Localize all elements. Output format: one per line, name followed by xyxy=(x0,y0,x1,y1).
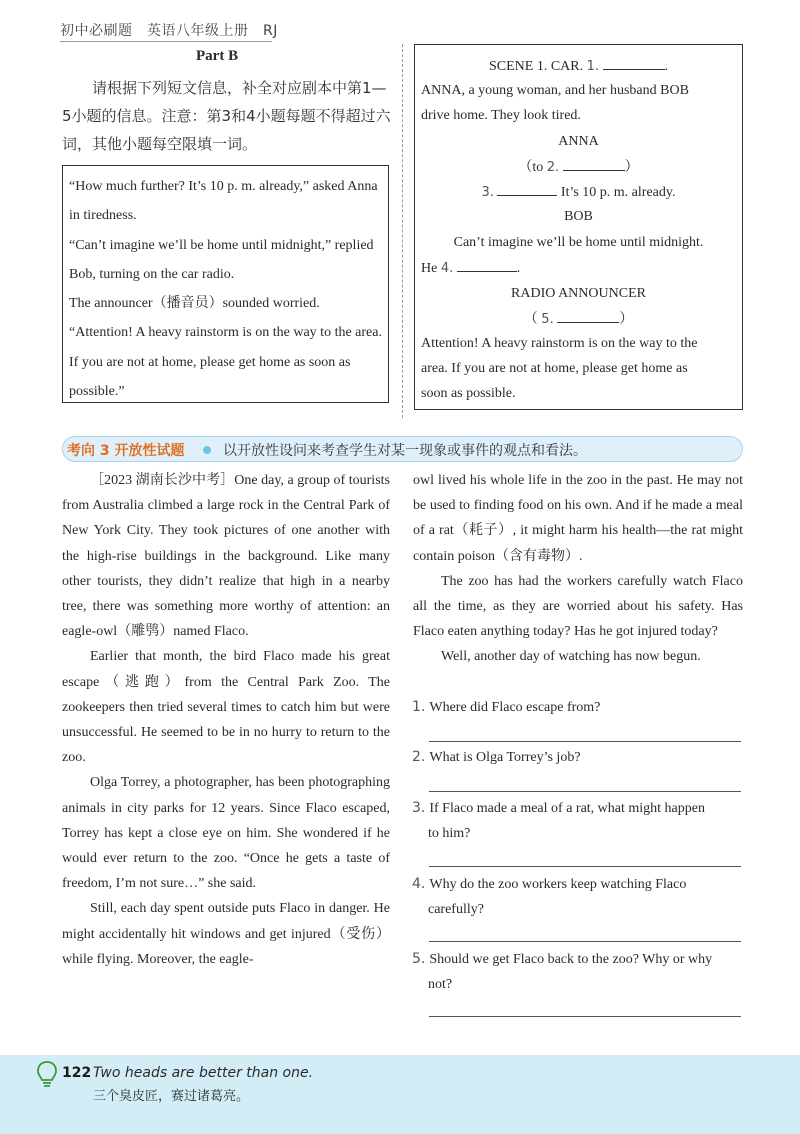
question-text-continued: not? xyxy=(428,977,453,992)
question-number: 5. xyxy=(412,951,426,967)
section-banner xyxy=(62,436,743,462)
open-paren: （ xyxy=(523,312,538,327)
question-3 xyxy=(412,796,744,846)
question-text: Should we get Flaco back to the zoo? Why or why xyxy=(429,952,713,967)
script-line: ANNA, a young woman, and her husband BOB xyxy=(421,83,689,98)
dialogue-text: It’s 10 p. m. already. xyxy=(560,185,676,200)
dialogue-text: He xyxy=(421,261,438,276)
story-line: “Can’t imagine we’ll be home until midnight,” replied Bob, turning on the car radio. xyxy=(69,237,374,282)
part-b-title: Part B xyxy=(196,48,239,64)
passage-paragraph: The zoo has had the workers carefully watch Flaco all the time, as they are worried about his safety. Has Flaco eaten anything today? Has he got injured today? xyxy=(413,573,743,640)
story-box xyxy=(62,165,389,403)
section-description: 以开放性设问来考查学生对某一现象或事件的观点和看法。 xyxy=(223,443,587,459)
bullet-dot-icon xyxy=(203,446,211,454)
speaker-radio: RADIO ANNOUNCER xyxy=(511,286,646,301)
blank-number: 1. xyxy=(586,59,600,74)
anna-line xyxy=(421,179,736,205)
direction-line xyxy=(421,154,736,180)
script-line: soon as possible. xyxy=(421,386,516,401)
part-b-instruction: 请根据下列短文信息，补全对应剧本中第1—5小题的信息。注意：第3和4小题每题不得超过六词，其他小题每空限填一词。 xyxy=(62,79,391,153)
story-line: The announcer（播音员）sounded worried. xyxy=(69,296,320,312)
direction-line xyxy=(421,306,736,332)
script-line: drive home. They look tired. xyxy=(421,108,581,123)
direction-text: （to xyxy=(518,160,544,175)
question-text-continued: to him? xyxy=(428,826,471,841)
close-paren: ） xyxy=(624,160,639,175)
question-text: Why do the zoo workers keep watching Flaco xyxy=(429,877,687,892)
speaker-bob: BOB xyxy=(564,209,593,224)
passage-paragraph: Olga Torrey, a photographer, has been photographing animals in city parks for 12 years. Since Flaco escaped, Torrey has kept a close eye on him. She wondered if he would ever return to the zoo. “Once he gets a taste of freedom, I’m not sure…” she said. xyxy=(62,775,390,892)
running-header: 初中必刷题 英语八年级上册 RJ xyxy=(60,23,278,39)
close-paren: ） xyxy=(619,312,634,327)
answer-line-5[interactable] xyxy=(429,1016,741,1017)
bob-line: Can’t imagine we’ll be home until midnight. xyxy=(453,235,704,250)
answer-blank-3[interactable] xyxy=(497,179,557,196)
question-number: 3. xyxy=(412,800,426,816)
lightbulb-icon xyxy=(36,1060,58,1088)
passage-paragraph: Earlier that month, the bird Flaco made his great escape（逃跑）from the Central Park Zoo. The zookeepers then tried several times to catch him but were unsuccessful. He seemed to be in no hurry to return to the zoo. xyxy=(62,649,390,766)
answer-line-1[interactable] xyxy=(429,741,741,742)
proverb-chinese: 三个臭皮匠，赛过诸葛亮。 xyxy=(93,1089,250,1104)
proverb-english: Two heads are better than one. xyxy=(93,1065,314,1081)
answer-line-3[interactable] xyxy=(429,866,741,867)
answer-blank-4[interactable] xyxy=(457,255,517,272)
blank-number: 3. xyxy=(481,185,494,200)
section-title: 考向 3 开放性试题 xyxy=(67,443,185,459)
passage-paragraph: owl lived his whole life in the zoo in the past. He may not be used to finding food on his own. And if he made a meal of a rat（耗子）, it might harm his health—the rat might contain poison（含有毒物）. xyxy=(413,473,743,564)
question-text: If Flaco made a meal of a rat, what might happen xyxy=(429,801,705,816)
passage-paragraph: Still, each day spent outside puts Flaco in danger. He might accidentally hit windows and get injured（受伤）while flying. Moreover, the eagle- xyxy=(62,901,390,967)
passage-paragraph: ［2023 湖南长沙中考］One day, a group of tourists from Australia climbed a large rock in the Central Park of New York City. They took pictures of one another with the high-rise buildings in the background. Like many other tourists, they didn’t realize that high in a nearby tree, there was something more worthy of attention: an eagle-owl（雕鸮）named Flaco. xyxy=(62,473,390,640)
blank-number: 5. xyxy=(541,312,554,327)
period: . xyxy=(516,261,521,276)
speaker-anna: ANNA xyxy=(558,134,599,149)
answer-line-4[interactable] xyxy=(429,941,741,942)
he-line xyxy=(421,255,736,281)
script-line: Attention! A heavy rainstorm is on the way to the xyxy=(421,336,698,351)
question-4 xyxy=(412,872,744,922)
story-line: “How much further? It’s 10 p. m. already,” asked Anna in tiredness. xyxy=(69,179,378,224)
blank-number: 4. xyxy=(440,261,454,276)
script-box xyxy=(414,44,743,410)
question-text-continued: carefully? xyxy=(428,902,484,917)
script-line: area. If you are not at home, please get home as xyxy=(421,361,688,376)
question-text: Where did Flaco escape from? xyxy=(429,700,601,715)
question-number: 4. xyxy=(412,876,426,892)
scene-line xyxy=(421,53,736,79)
period: . xyxy=(664,59,669,74)
scene-heading: SCENE 1. CAR. xyxy=(488,59,584,74)
question-2 xyxy=(412,745,744,770)
question-5 xyxy=(412,947,744,997)
passage-left-column xyxy=(62,468,390,972)
answer-blank-5[interactable] xyxy=(557,306,619,323)
passage-paragraph: Well, another day of watching has now begun. xyxy=(441,649,701,665)
header-rule xyxy=(60,41,272,42)
answer-line-2[interactable] xyxy=(429,791,741,792)
question-text: What is Olga Torrey’s job? xyxy=(429,750,581,765)
page-number: 122 xyxy=(62,1065,92,1081)
column-divider xyxy=(402,44,403,418)
passage-right-column xyxy=(413,468,743,670)
answer-blank-1[interactable] xyxy=(603,53,665,70)
question-1 xyxy=(412,695,744,720)
blank-number: 2. xyxy=(546,160,560,175)
story-line: “Attention! A heavy rainstorm is on the way to the area. If you are not at home, please get home as soon as possible.” xyxy=(69,325,382,400)
question-number: 2. xyxy=(412,749,426,765)
answer-blank-2[interactable] xyxy=(563,154,625,171)
question-number: 1. xyxy=(412,699,426,715)
